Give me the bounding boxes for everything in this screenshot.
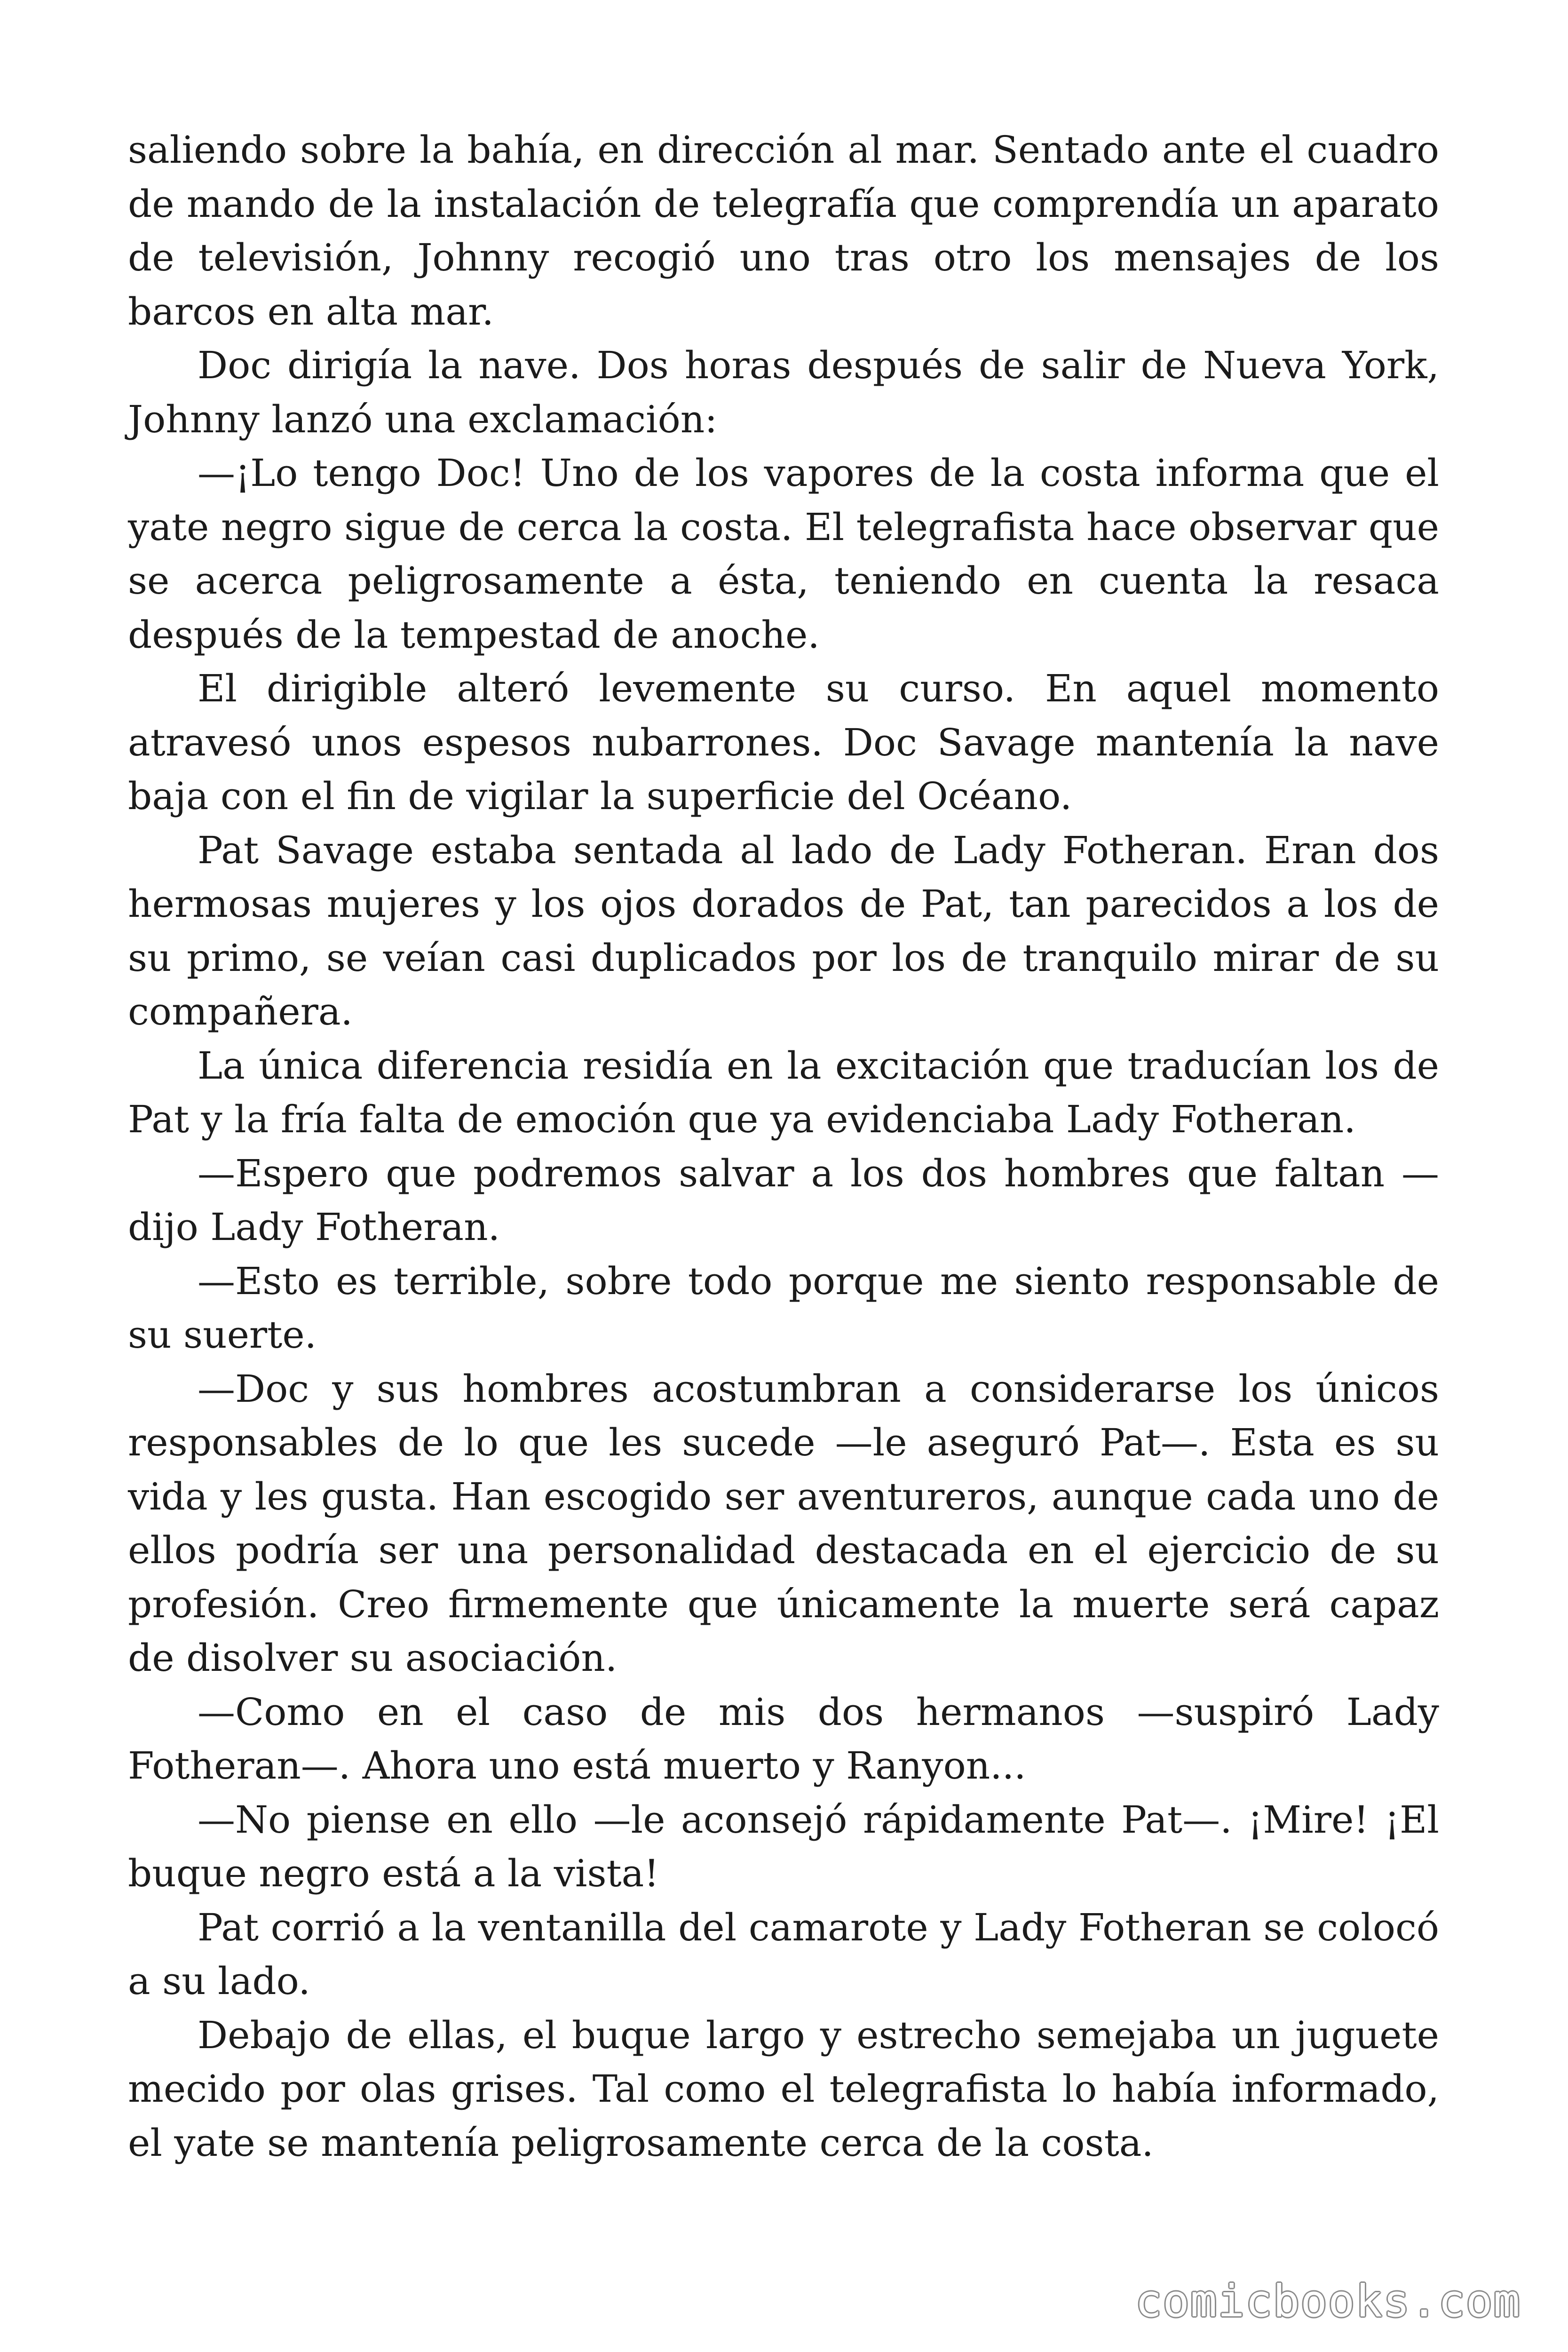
paragraph: El dirigible alteró levemente su curso. En aquel momento atravesó unos espesos nubarrones. Doc Savage mantenía la nave baja con el fin de vigilar la superficie del Océano. <box>128 667 1439 818</box>
page-body <box>128 123 1439 2170</box>
paragraph: La única diferencia residía en la excitación que traducían los de Pat y la fría falta de emoción que ya evidenciaba Lady Fotheran. <box>128 1043 1439 1141</box>
paragraph: Pat Savage estaba sentada al lado de Lady Fotheran. Eran dos hermosas mujeres y los ojos dorados de Pat, tan parecidos a los de su primo, se veían casi duplicados por los de tranquilo mirar de su compañera. <box>128 828 1439 1033</box>
paragraph: —Como en el caso de mis dos hermanos —suspiró Lady Fotheran—. Ahora uno está muerto y Ranyon... <box>128 1690 1439 1788</box>
watermark: comicbooks.com <box>1135 2276 1521 2327</box>
paragraph: —¡Lo tengo Doc! Uno de los vapores de la costa informa que el yate negro sigue de cerca la costa. El telegrafista hace observar que se acerca peligrosamente a ésta, teniendo en cuenta la resaca después de la tempestad de anoche. <box>128 451 1439 657</box>
paragraph: —Espero que podremos salvar a los dos hombres que faltan —dijo Lady Fotheran. <box>128 1151 1439 1249</box>
paragraph: —Doc y sus hombres acostumbran a considerarse los únicos responsables de lo que les sucede —le aseguró Pat—. Esta es su vida y les gusta. Han escogido ser aventureros, aunque cada uno de ellos podría ser una personalidad destacada en el ejercicio de su profesión. Creo firmemente que únicamente la muerte será capaz de disolver su asociación. <box>128 1367 1439 1680</box>
paragraph: Pat corrió a la ventanilla del camarote y Lady Fotheran se colocó a su lado. <box>128 1905 1439 2003</box>
paragraph: —Esto es terrible, sobre todo porque me siento responsable de su suerte. <box>128 1259 1439 1357</box>
paragraph: Doc dirigía la nave. Dos horas después de salir de Nueva York, Johnny lanzó una exclamación: <box>128 343 1439 441</box>
paragraph: Debajo de ellas, el buque largo y estrecho semejaba un juguete mecido por olas grises. Tal como el telegrafista lo había informado, el yate se mantenía peligrosamente cerca de la costa. <box>128 2013 1439 2165</box>
paragraph: saliendo sobre la bahía, en dirección al mar. Sentado ante el cuadro de mando de la instalación de telegrafía que comprendía un aparato de televisión, Johnny recogió uno tras otro los mensajes de los barcos en alta mar. <box>128 128 1439 334</box>
paragraph: —No piense en ello —le aconsejó rápidamente Pat—. ¡Mire! ¡El buque negro está a la vista! <box>128 1797 1439 1895</box>
